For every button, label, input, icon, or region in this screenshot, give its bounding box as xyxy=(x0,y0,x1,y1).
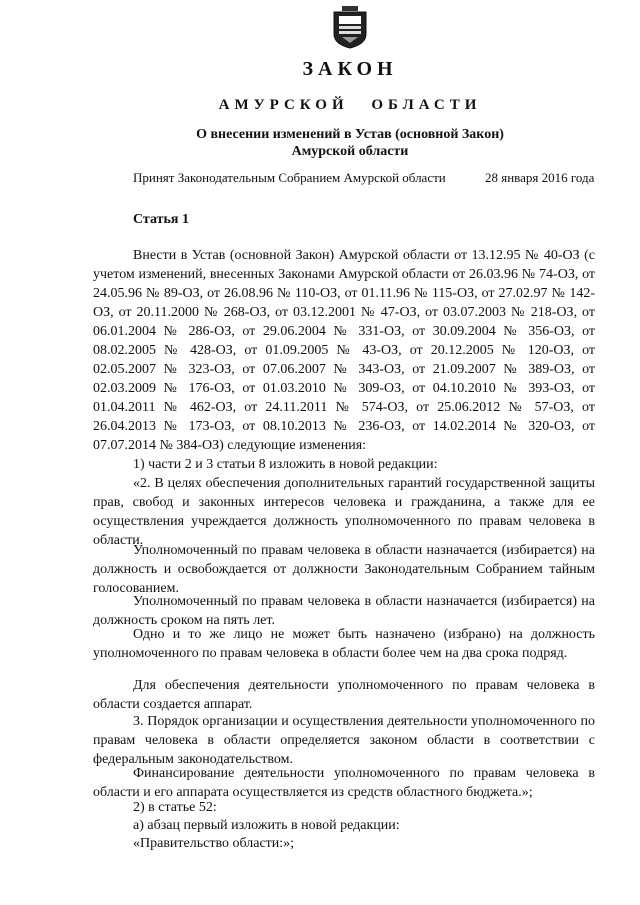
adopted-by: Принят Законодательным Собранием Амурской области xyxy=(133,170,446,185)
quoted-paragraph-6: 3. Порядок организации и осуществления деятельности уполномоченного по правам человека в области определяется законом области в соответствии с федеральным законодательством. xyxy=(93,714,595,767)
subject-line-1: О внесении изменений в Устав (основной Закон) xyxy=(196,127,504,142)
region-title: АМУРСКОЙ ОБЛАСТИ xyxy=(218,97,482,113)
article-title: Статья 1 xyxy=(133,212,189,227)
article-intro: Внести в Устав (основной Закон) Амурской области от 13.12.95 № 40-ОЗ (с учетом изменений, внесенных Законами Амурской области от 26.03.96 № 74-ОЗ, от 24.05.96 № 89-ОЗ, от 26.08.96 № 110-ОЗ, от 01.11.96 № 115-ОЗ, от 27.02.97 № 142-ОЗ, от 20.11.2000 № 268-ОЗ, от 03.12.2001 № 47-ОЗ, от 03.07.2003 № 218-ОЗ, от 06.01.2004 № 286-ОЗ, от 29.06.2004 № 331-ОЗ, от 30.09.2004 № 356-ОЗ, от 08.02.2005 № 428-ОЗ, от 01.09.2005 № 43-ОЗ, от 20.12.2005 № 120-ОЗ, от 02.05.2007 № 323-ОЗ, от 07.06.2007 № 343-ОЗ, от 21.09.2007 № 389-ОЗ, от 02.03.2009 № 176-ОЗ, от 01.03.2010 № 309-ОЗ, от 04.10.2010 № 393-ОЗ, от 01.04.2011 № 462-ОЗ, от 24.11.2011 № 574-ОЗ, от 25.06.2012 № 57-ОЗ, от 26.04.2013 № 173-ОЗ, от 08.10.2013 № 236-ОЗ, от 14.02.2014 № 320-ОЗ, от 07.07.2014 № 384-ОЗ) следующие изменения: xyxy=(93,248,595,453)
quoted-paragraph-1: «2. В целях обеспечения дополнительных гарантий государственной защиты прав, свобод и законных интересов человека и гражданина, а также для ее осуществления учреждается должность уполномоченного по правам человека в области. xyxy=(93,476,595,548)
amendment-item-1: 1) части 2 и 3 статьи 8 изложить в новой редакции: xyxy=(133,457,438,472)
quoted-paragraph-2: Уполномоченный по правам человека в области назначается (избирается) на должность и освобождается от должности Законодательным Собранием тайным голосованием. xyxy=(93,543,595,596)
quoted-paragraph-4: Одно и то же лицо не может быть назначено (избрано) на должность уполномоченного по правам человека в области более чем на два срока подряд. xyxy=(93,627,595,661)
law-title: ЗАКОН xyxy=(302,58,398,80)
law-subject xyxy=(0,126,640,160)
quoted-paragraph-3: Уполномоченный по правам человека в области назначается (избирается) на должность сроком на пять лет. xyxy=(93,594,595,628)
amendment-item-2: 2) в статье 52: xyxy=(133,800,217,815)
quoted-paragraph-7: Финансирование деятельности уполномоченного по правам человека в области и его аппарата осуществляется из средств областного бюджета.»; xyxy=(93,766,595,800)
subject-line-2: Амурской области xyxy=(291,144,409,159)
amendment-item-2a-text: «Правительство области:»; xyxy=(133,836,295,851)
quoted-paragraph-5: Для обеспечения деятельности уполномоченного по правам человека в области создается аппарат. xyxy=(93,678,595,712)
coat-of-arms-icon xyxy=(330,6,370,50)
adoption-date: 28 января 2016 года xyxy=(485,170,595,185)
amendment-item-2a: а) абзац первый изложить в новой редакции: xyxy=(133,818,400,833)
